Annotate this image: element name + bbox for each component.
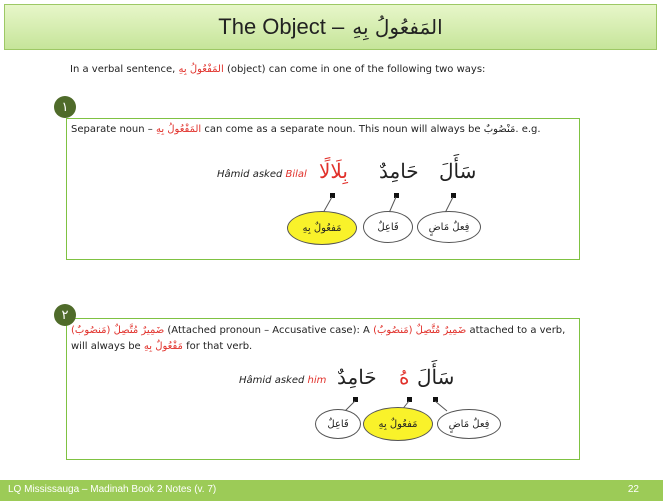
section-1-mansub: مَنْصُوبٌ <box>483 124 516 135</box>
section-1-mid: can come as a separate noun. This noun will always be <box>204 124 481 135</box>
section-2-object-bubble-label: مَفعُولٌ بِهِ <box>378 418 418 430</box>
section-2-subject-bubble-label: فَاعِلٌ <box>327 418 349 430</box>
section-2-text-2: attached to <box>469 325 528 336</box>
section-1-end: . e.g. <box>515 124 541 135</box>
section-1-verb-bubble-label: فِعلٌ مَاضٍ <box>428 221 470 233</box>
intro-line <box>70 64 485 75</box>
footer-bar <box>0 480 663 501</box>
title-english: The Object – <box>218 14 345 39</box>
title-arabic: المَفعُولُ بِهِ <box>352 15 443 39</box>
slide-title <box>4 4 657 50</box>
section-1-object-bubble <box>287 211 357 245</box>
section-1-caption-prefix: Hâmid asked <box>217 169 283 180</box>
intro-suffix: (object) can come in one of the following two ways: <box>226 64 486 75</box>
section-2-verb-bubble <box>437 409 501 439</box>
section-2-connectors <box>67 319 581 461</box>
section-2-subject-bubble <box>315 409 361 439</box>
section-2-verb-word: سَأَلَ <box>417 365 455 389</box>
page-number: 22 <box>627 484 639 495</box>
section-1-caption-highlight: Bilal <box>285 169 307 180</box>
section-2-term-2: ضَمِيرٌ مُتَّصِلٌ (مَنصُوبٌ) <box>373 325 467 336</box>
intro-term: المَفْعُولُ بِهِ <box>178 64 224 75</box>
section-2-subject-word: حَامِدٌ <box>337 365 377 389</box>
section-2-term-1: ضَمِيرٌ مُتَّصِلٌ (مَنصُوبٌ) <box>71 325 165 336</box>
section-2-verb-bubble-label: فِعلٌ مَاضٍ <box>448 418 490 430</box>
footer-title: LQ Mississauga – Madinah Book 2 Notes (v. 7) <box>8 484 217 495</box>
section-2-box <box>66 318 580 460</box>
section-1-subject-bubble <box>363 211 413 243</box>
section-2-caption-highlight: him <box>307 375 327 386</box>
section-2-text-4: for that verb. <box>186 341 253 352</box>
section-2-text-1: (Attached pronoun – Accusative case): A <box>167 325 370 336</box>
section-1-term: المَفْعُولُ بِهِ <box>155 124 202 135</box>
section-2-object-bubble <box>363 407 433 441</box>
section-2-text-3: a verb, will always be <box>71 325 566 352</box>
intro-prefix: In a verbal sentence, <box>70 64 176 75</box>
section-2-term-3: مَفْعُولٌ بِهِ <box>143 341 183 352</box>
section-2-pronoun-word: هُ <box>399 365 410 389</box>
section-1-subject-word: حَامِدٌ <box>379 159 419 183</box>
section-1-number-badge <box>54 96 76 118</box>
section-2-number: ٢ <box>61 307 69 323</box>
section-1-verb-word: سَأَلَ <box>439 159 477 183</box>
section-1-object-word: بِلَالًا <box>319 159 348 183</box>
section-2-caption-prefix: Hâmid asked <box>239 375 305 386</box>
section-1-object-bubble-label: مَفعُولٌ بِهِ <box>302 222 342 234</box>
section-1-verb-bubble <box>417 211 481 243</box>
section-1-subject-bubble-label: فَاعِلٌ <box>377 221 399 233</box>
section-2-number-badge <box>54 304 76 326</box>
section-1-number: ١ <box>61 99 69 115</box>
section-1-prefix: Separate noun – <box>71 124 153 135</box>
section-1-box <box>66 118 580 260</box>
